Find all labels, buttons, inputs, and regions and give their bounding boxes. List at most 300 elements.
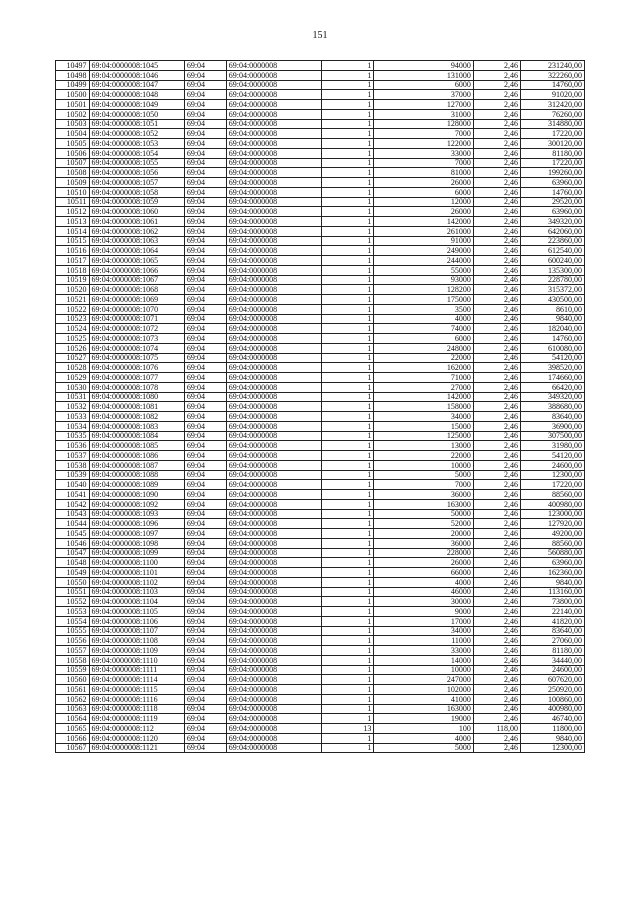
category-cell: 1 [322, 148, 374, 158]
rate-cell: 2,46 [473, 587, 520, 597]
value-cell: 174660,00 [521, 373, 585, 383]
cadastral-block-cell: 69:04:0000008 [226, 558, 321, 568]
table-row [56, 295, 585, 305]
value-cell: 199260,00 [521, 168, 585, 178]
page-number: 151 [312, 30, 328, 41]
district-code-cell: 69:04 [184, 616, 226, 626]
cadastral-number-cell: 69:04:0000008:1118 [89, 704, 184, 714]
area-cell: 34000 [374, 626, 474, 636]
cadastral-block-cell: 69:04:0000008 [226, 421, 321, 431]
record-number-cell: 10542 [56, 499, 90, 509]
area-cell: 131000 [374, 70, 474, 80]
value-cell: 88560,00 [521, 490, 585, 500]
district-code-cell: 69:04 [184, 548, 226, 558]
cadastral-block-cell: 69:04:0000008 [226, 480, 321, 490]
rate-cell: 2,46 [473, 743, 520, 753]
area-cell: 31000 [374, 109, 474, 119]
table-row [56, 265, 585, 275]
table-row [56, 529, 585, 539]
value-cell: 600240,00 [521, 256, 585, 266]
rate-cell: 2,46 [473, 275, 520, 285]
cadastral-number-cell: 69:04:0000008:1070 [89, 304, 184, 314]
table-row [56, 207, 585, 217]
value-cell: 312420,00 [521, 100, 585, 110]
value-cell: 41820,00 [521, 616, 585, 626]
value-cell: 63960,00 [521, 558, 585, 568]
value-cell: 162360,00 [521, 568, 585, 578]
value-cell: 54120,00 [521, 451, 585, 461]
rate-cell: 2,46 [473, 694, 520, 704]
district-code-cell: 69:04 [184, 499, 226, 509]
area-cell: 50000 [374, 509, 474, 519]
area-cell: 128200 [374, 285, 474, 295]
district-code-cell: 69:04 [184, 480, 226, 490]
cadastral-block-cell: 69:04:0000008 [226, 412, 321, 422]
category-cell: 1 [322, 90, 374, 100]
district-code-cell: 69:04 [184, 626, 226, 636]
record-number-cell: 10564 [56, 714, 90, 724]
cadastral-number-cell: 69:04:0000008:1119 [89, 714, 184, 724]
rate-cell: 2,46 [473, 665, 520, 675]
cadastral-block-cell: 69:04:0000008 [226, 148, 321, 158]
record-number-cell: 10499 [56, 80, 90, 90]
area-cell: 9000 [374, 607, 474, 617]
record-number-cell: 10548 [56, 558, 90, 568]
rate-cell: 2,46 [473, 421, 520, 431]
rate-cell: 2,46 [473, 597, 520, 607]
record-number-cell: 10528 [56, 363, 90, 373]
record-number-cell: 10518 [56, 265, 90, 275]
area-cell: 12000 [374, 197, 474, 207]
area-cell: 7000 [374, 158, 474, 168]
cadastral-block-cell: 69:04:0000008 [226, 743, 321, 753]
table-row [56, 343, 585, 353]
area-cell: 81000 [374, 168, 474, 178]
cadastral-number-cell: 69:04:0000008:1048 [89, 90, 184, 100]
cadastral-block-cell: 69:04:0000008 [226, 597, 321, 607]
district-code-cell: 69:04 [184, 382, 226, 392]
rate-cell: 2,46 [473, 295, 520, 305]
cadastral-block-cell: 69:04:0000008 [226, 655, 321, 665]
area-cell: 30000 [374, 597, 474, 607]
cadastral-number-cell: 69:04:0000008:1062 [89, 226, 184, 236]
table-row [56, 256, 585, 266]
record-number-cell: 10527 [56, 353, 90, 363]
rate-cell: 2,46 [473, 529, 520, 539]
area-cell: 102000 [374, 685, 474, 695]
table-row [56, 451, 585, 461]
cadastral-number-cell: 69:04:0000008:1107 [89, 626, 184, 636]
record-number-cell: 10543 [56, 509, 90, 519]
rate-cell: 2,46 [473, 148, 520, 158]
cadastral-number-cell: 69:04:0000008:1074 [89, 343, 184, 353]
area-cell: 13000 [374, 441, 474, 451]
table-row [56, 90, 585, 100]
rate-cell: 2,46 [473, 80, 520, 90]
value-cell: 182040,00 [521, 324, 585, 334]
value-cell: 34440,00 [521, 655, 585, 665]
category-cell: 1 [322, 636, 374, 646]
value-cell: 642060,00 [521, 226, 585, 236]
district-code-cell: 69:04 [184, 187, 226, 197]
rate-cell: 2,46 [473, 577, 520, 587]
record-number-cell: 10556 [56, 636, 90, 646]
rate-cell: 2,46 [473, 568, 520, 578]
district-code-cell: 69:04 [184, 148, 226, 158]
value-cell: 349320,00 [521, 392, 585, 402]
table-row [56, 480, 585, 490]
rate-cell: 2,46 [473, 265, 520, 275]
cadastral-number-cell: 69:04:0000008:1069 [89, 295, 184, 305]
district-code-cell: 69:04 [184, 519, 226, 529]
cadastral-number-cell: 69:04:0000008:1053 [89, 139, 184, 149]
district-code-cell: 69:04 [184, 363, 226, 373]
category-cell: 1 [322, 421, 374, 431]
value-cell: 14760,00 [521, 187, 585, 197]
table-row [56, 694, 585, 704]
area-cell: 11000 [374, 636, 474, 646]
registry-table [55, 60, 585, 753]
district-code-cell: 69:04 [184, 538, 226, 548]
value-cell: 314880,00 [521, 119, 585, 129]
value-cell: 29520,00 [521, 197, 585, 207]
district-code-cell: 69:04 [184, 392, 226, 402]
table-row [56, 217, 585, 227]
cadastral-number-cell: 69:04:0000008:1071 [89, 314, 184, 324]
cadastral-block-cell: 69:04:0000008 [226, 577, 321, 587]
record-number-cell: 10523 [56, 314, 90, 324]
cadastral-number-cell: 69:04:0000008:1073 [89, 334, 184, 344]
category-cell: 1 [322, 548, 374, 558]
district-code-cell: 69:04 [184, 178, 226, 188]
district-code-cell: 69:04 [184, 70, 226, 80]
district-code-cell: 69:04 [184, 597, 226, 607]
rate-cell: 2,46 [473, 402, 520, 412]
category-cell: 1 [322, 499, 374, 509]
category-cell: 1 [322, 158, 374, 168]
area-cell: 74000 [374, 324, 474, 334]
record-number-cell: 10531 [56, 392, 90, 402]
cadastral-block-cell: 69:04:0000008 [226, 724, 321, 734]
district-code-cell: 69:04 [184, 343, 226, 353]
cadastral-block-cell: 69:04:0000008 [226, 61, 321, 71]
category-cell: 1 [322, 61, 374, 71]
rate-cell: 2,46 [473, 499, 520, 509]
table-row [56, 616, 585, 626]
table-row [56, 70, 585, 80]
district-code-cell: 69:04 [184, 607, 226, 617]
table-row [56, 139, 585, 149]
cadastral-number-cell: 69:04:0000008:1099 [89, 548, 184, 558]
category-cell: 1 [322, 363, 374, 373]
cadastral-block-cell: 69:04:0000008 [226, 363, 321, 373]
district-code-cell: 69:04 [184, 217, 226, 227]
area-cell: 52000 [374, 519, 474, 529]
cadastral-block-cell: 69:04:0000008 [226, 295, 321, 305]
category-cell: 1 [322, 519, 374, 529]
rate-cell: 2,46 [473, 714, 520, 724]
record-number-cell: 10517 [56, 256, 90, 266]
table-row [56, 197, 585, 207]
cadastral-number-cell: 69:04:0000008:1097 [89, 529, 184, 539]
district-code-cell: 69:04 [184, 295, 226, 305]
area-cell: 41000 [374, 694, 474, 704]
area-cell: 6000 [374, 187, 474, 197]
table-row [56, 597, 585, 607]
district-code-cell: 69:04 [184, 577, 226, 587]
area-cell: 158000 [374, 402, 474, 412]
value-cell: 250920,00 [521, 685, 585, 695]
cadastral-number-cell: 69:04:0000008:1110 [89, 655, 184, 665]
value-cell: 17220,00 [521, 129, 585, 139]
district-code-cell: 69:04 [184, 256, 226, 266]
cadastral-number-cell: 69:04:0000008:1051 [89, 119, 184, 129]
area-cell: 244000 [374, 256, 474, 266]
cadastral-block-cell: 69:04:0000008 [226, 470, 321, 480]
table-row [56, 509, 585, 519]
cadastral-block-cell: 69:04:0000008 [226, 304, 321, 314]
cadastral-block-cell: 69:04:0000008 [226, 129, 321, 139]
record-number-cell: 10534 [56, 421, 90, 431]
value-cell: 113160,00 [521, 587, 585, 597]
rate-cell: 2,46 [473, 431, 520, 441]
category-cell: 1 [322, 256, 374, 266]
cadastral-block-cell: 69:04:0000008 [226, 499, 321, 509]
table-row [56, 158, 585, 168]
district-code-cell: 69:04 [184, 460, 226, 470]
cadastral-number-cell: 69:04:0000008:1096 [89, 519, 184, 529]
value-cell: 8610,00 [521, 304, 585, 314]
cadastral-block-cell: 69:04:0000008 [226, 265, 321, 275]
cadastral-number-cell: 69:04:0000008:1083 [89, 421, 184, 431]
cadastral-block-cell: 69:04:0000008 [226, 490, 321, 500]
value-cell: 73800,00 [521, 597, 585, 607]
table-row [56, 548, 585, 558]
cadastral-number-cell: 69:04:0000008:1055 [89, 158, 184, 168]
value-cell: 46740,00 [521, 714, 585, 724]
cadastral-number-cell: 69:04:0000008:1108 [89, 636, 184, 646]
category-cell: 1 [322, 665, 374, 675]
cadastral-number-cell: 69:04:0000008:1052 [89, 129, 184, 139]
rate-cell: 2,46 [473, 61, 520, 71]
value-cell: 400980,00 [521, 704, 585, 714]
cadastral-block-cell: 69:04:0000008 [226, 139, 321, 149]
rate-cell: 2,46 [473, 178, 520, 188]
value-cell: 63960,00 [521, 178, 585, 188]
cadastral-number-cell: 69:04:0000008:1085 [89, 441, 184, 451]
value-cell: 388680,00 [521, 402, 585, 412]
cadastral-block-cell: 69:04:0000008 [226, 197, 321, 207]
value-cell: 607620,00 [521, 675, 585, 685]
table-row [56, 246, 585, 256]
record-number-cell: 10513 [56, 217, 90, 227]
table-row [56, 187, 585, 197]
record-number-cell: 10533 [56, 412, 90, 422]
rate-cell: 2,46 [473, 480, 520, 490]
category-cell: 1 [322, 139, 374, 149]
area-cell: 249000 [374, 246, 474, 256]
record-number-cell: 10541 [56, 490, 90, 500]
district-code-cell: 69:04 [184, 197, 226, 207]
cadastral-block-cell: 69:04:0000008 [226, 187, 321, 197]
rate-cell: 2,46 [473, 685, 520, 695]
area-cell: 22000 [374, 353, 474, 363]
rate-cell: 2,46 [473, 139, 520, 149]
category-cell: 1 [322, 587, 374, 597]
record-number-cell: 10559 [56, 665, 90, 675]
cadastral-block-cell: 69:04:0000008 [226, 207, 321, 217]
category-cell: 1 [322, 168, 374, 178]
table-row [56, 402, 585, 412]
cadastral-number-cell: 69:04:0000008:1104 [89, 597, 184, 607]
cadastral-block-cell: 69:04:0000008 [226, 538, 321, 548]
table-body [56, 61, 585, 753]
cadastral-number-cell: 69:04:0000008:1054 [89, 148, 184, 158]
rate-cell: 2,46 [473, 626, 520, 636]
record-number-cell: 10520 [56, 285, 90, 295]
cadastral-block-cell: 69:04:0000008 [226, 314, 321, 324]
category-cell: 1 [322, 431, 374, 441]
rate-cell: 2,46 [473, 246, 520, 256]
district-code-cell: 69:04 [184, 285, 226, 295]
table-row [56, 704, 585, 714]
record-number-cell: 10522 [56, 304, 90, 314]
table-row [56, 587, 585, 597]
area-cell: 36000 [374, 538, 474, 548]
district-code-cell: 69:04 [184, 246, 226, 256]
district-code-cell: 69:04 [184, 334, 226, 344]
cadastral-block-cell: 69:04:0000008 [226, 90, 321, 100]
table-row [56, 324, 585, 334]
rate-cell: 2,46 [473, 217, 520, 227]
cadastral-number-cell: 69:04:0000008:1098 [89, 538, 184, 548]
record-number-cell: 10563 [56, 704, 90, 714]
cadastral-block-cell: 69:04:0000008 [226, 636, 321, 646]
area-cell: 247000 [374, 675, 474, 685]
area-cell: 37000 [374, 90, 474, 100]
area-cell: 4000 [374, 577, 474, 587]
cadastral-block-cell: 69:04:0000008 [226, 226, 321, 236]
category-cell: 1 [322, 207, 374, 217]
value-cell: 17220,00 [521, 158, 585, 168]
rate-cell: 2,46 [473, 451, 520, 461]
record-number-cell: 10530 [56, 382, 90, 392]
cadastral-block-cell: 69:04:0000008 [226, 285, 321, 295]
table-row [56, 363, 585, 373]
table-row [56, 353, 585, 363]
category-cell: 1 [322, 743, 374, 753]
table-row [56, 460, 585, 470]
record-number-cell: 10510 [56, 187, 90, 197]
rate-cell: 2,46 [473, 207, 520, 217]
table-row [56, 382, 585, 392]
value-cell: 9840,00 [521, 733, 585, 743]
category-cell: 1 [322, 704, 374, 714]
area-cell: 163000 [374, 499, 474, 509]
value-cell: 315372,00 [521, 285, 585, 295]
value-cell: 24600,00 [521, 460, 585, 470]
rate-cell: 2,46 [473, 334, 520, 344]
table-row [56, 226, 585, 236]
category-cell: 1 [322, 568, 374, 578]
area-cell: 248000 [374, 343, 474, 353]
cadastral-block-cell: 69:04:0000008 [226, 353, 321, 363]
cadastral-block-cell: 69:04:0000008 [226, 441, 321, 451]
cadastral-block-cell: 69:04:0000008 [226, 178, 321, 188]
cadastral-number-cell: 69:04:0000008:1067 [89, 275, 184, 285]
area-cell: 4000 [374, 314, 474, 324]
record-number-cell: 10545 [56, 529, 90, 539]
district-code-cell: 69:04 [184, 714, 226, 724]
area-cell: 26000 [374, 178, 474, 188]
district-code-cell: 69:04 [184, 373, 226, 383]
cadastral-number-cell: 69:04:0000008:1058 [89, 187, 184, 197]
value-cell: 9840,00 [521, 314, 585, 324]
cadastral-block-cell: 69:04:0000008 [226, 100, 321, 110]
district-code-cell: 69:04 [184, 80, 226, 90]
cadastral-block-cell: 69:04:0000008 [226, 431, 321, 441]
value-cell: 398520,00 [521, 363, 585, 373]
district-code-cell: 69:04 [184, 529, 226, 539]
value-cell: 81180,00 [521, 148, 585, 158]
category-cell: 1 [322, 285, 374, 295]
category-cell: 1 [322, 334, 374, 344]
district-code-cell: 69:04 [184, 441, 226, 451]
cadastral-number-cell: 69:04:0000008:1060 [89, 207, 184, 217]
category-cell: 1 [322, 490, 374, 500]
record-number-cell: 10546 [56, 538, 90, 548]
cadastral-block-cell: 69:04:0000008 [226, 607, 321, 617]
district-code-cell: 69:04 [184, 324, 226, 334]
cadastral-number-cell: 69:04:0000008:1093 [89, 509, 184, 519]
district-code-cell: 69:04 [184, 470, 226, 480]
table-row [56, 685, 585, 695]
category-cell: 1 [322, 353, 374, 363]
table-row [56, 392, 585, 402]
rate-cell: 2,46 [473, 548, 520, 558]
value-cell: 135300,00 [521, 265, 585, 275]
area-cell: 10000 [374, 665, 474, 675]
cadastral-block-cell: 69:04:0000008 [226, 217, 321, 227]
category-cell: 1 [322, 577, 374, 587]
value-cell: 349320,00 [521, 217, 585, 227]
category-cell: 1 [322, 597, 374, 607]
table-row [56, 665, 585, 675]
rate-cell: 2,46 [473, 285, 520, 295]
category-cell: 1 [322, 694, 374, 704]
area-cell: 22000 [374, 451, 474, 461]
category-cell: 1 [322, 616, 374, 626]
record-number-cell: 10501 [56, 100, 90, 110]
area-cell: 46000 [374, 587, 474, 597]
cadastral-block-cell: 69:04:0000008 [226, 158, 321, 168]
rate-cell: 2,46 [473, 90, 520, 100]
value-cell: 610080,00 [521, 343, 585, 353]
rate-cell: 2,46 [473, 304, 520, 314]
area-cell: 94000 [374, 61, 474, 71]
cadastral-number-cell: 69:04:0000008:1066 [89, 265, 184, 275]
rate-cell: 2,46 [473, 382, 520, 392]
district-code-cell: 69:04 [184, 451, 226, 461]
cadastral-number-cell: 69:04:0000008:1111 [89, 665, 184, 675]
rate-cell: 2,46 [473, 226, 520, 236]
rate-cell: 2,46 [473, 100, 520, 110]
district-code-cell: 69:04 [184, 655, 226, 665]
cadastral-block-cell: 69:04:0000008 [226, 236, 321, 246]
cadastral-block-cell: 69:04:0000008 [226, 616, 321, 626]
value-cell: 17220,00 [521, 480, 585, 490]
category-cell: 1 [322, 109, 374, 119]
